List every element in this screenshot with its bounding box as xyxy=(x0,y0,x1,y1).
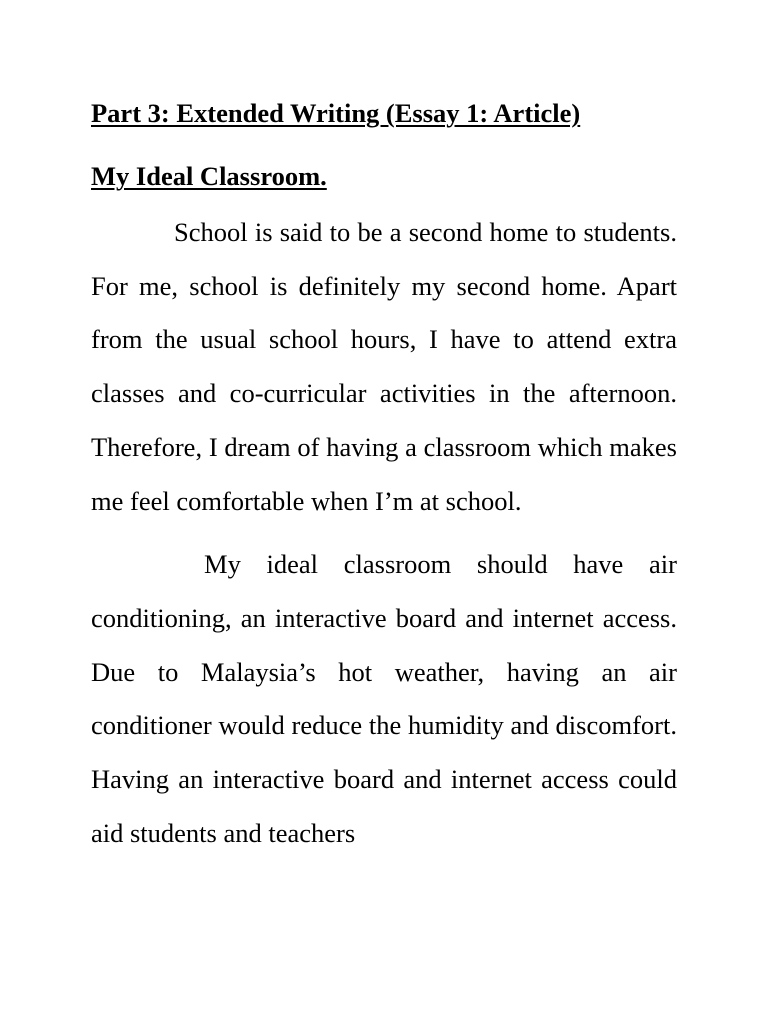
essay-title: My Ideal Classroom. xyxy=(91,161,327,191)
paragraph-2: My ideal classroom should have air conditioning, an interactive board and internet access. Due to Malaysia’s hot weather, having an air conditioner would reduce the humidity and discomfort. Having an interactive board and internet access could aid students and teachers xyxy=(91,549,677,848)
document-body xyxy=(91,93,677,860)
paragraph-1: School is said to be a second home to students. For me, school is definitely my second home. Apart from the usual school hours, I have to attend extra classes and co-curricular activities in the afternoon. Therefore, I dream of having a classroom which makes me feel comfortable when I’m at school. xyxy=(91,217,677,516)
section-heading: Part 3: Extended Writing (Essay 1: Article) xyxy=(91,98,581,128)
